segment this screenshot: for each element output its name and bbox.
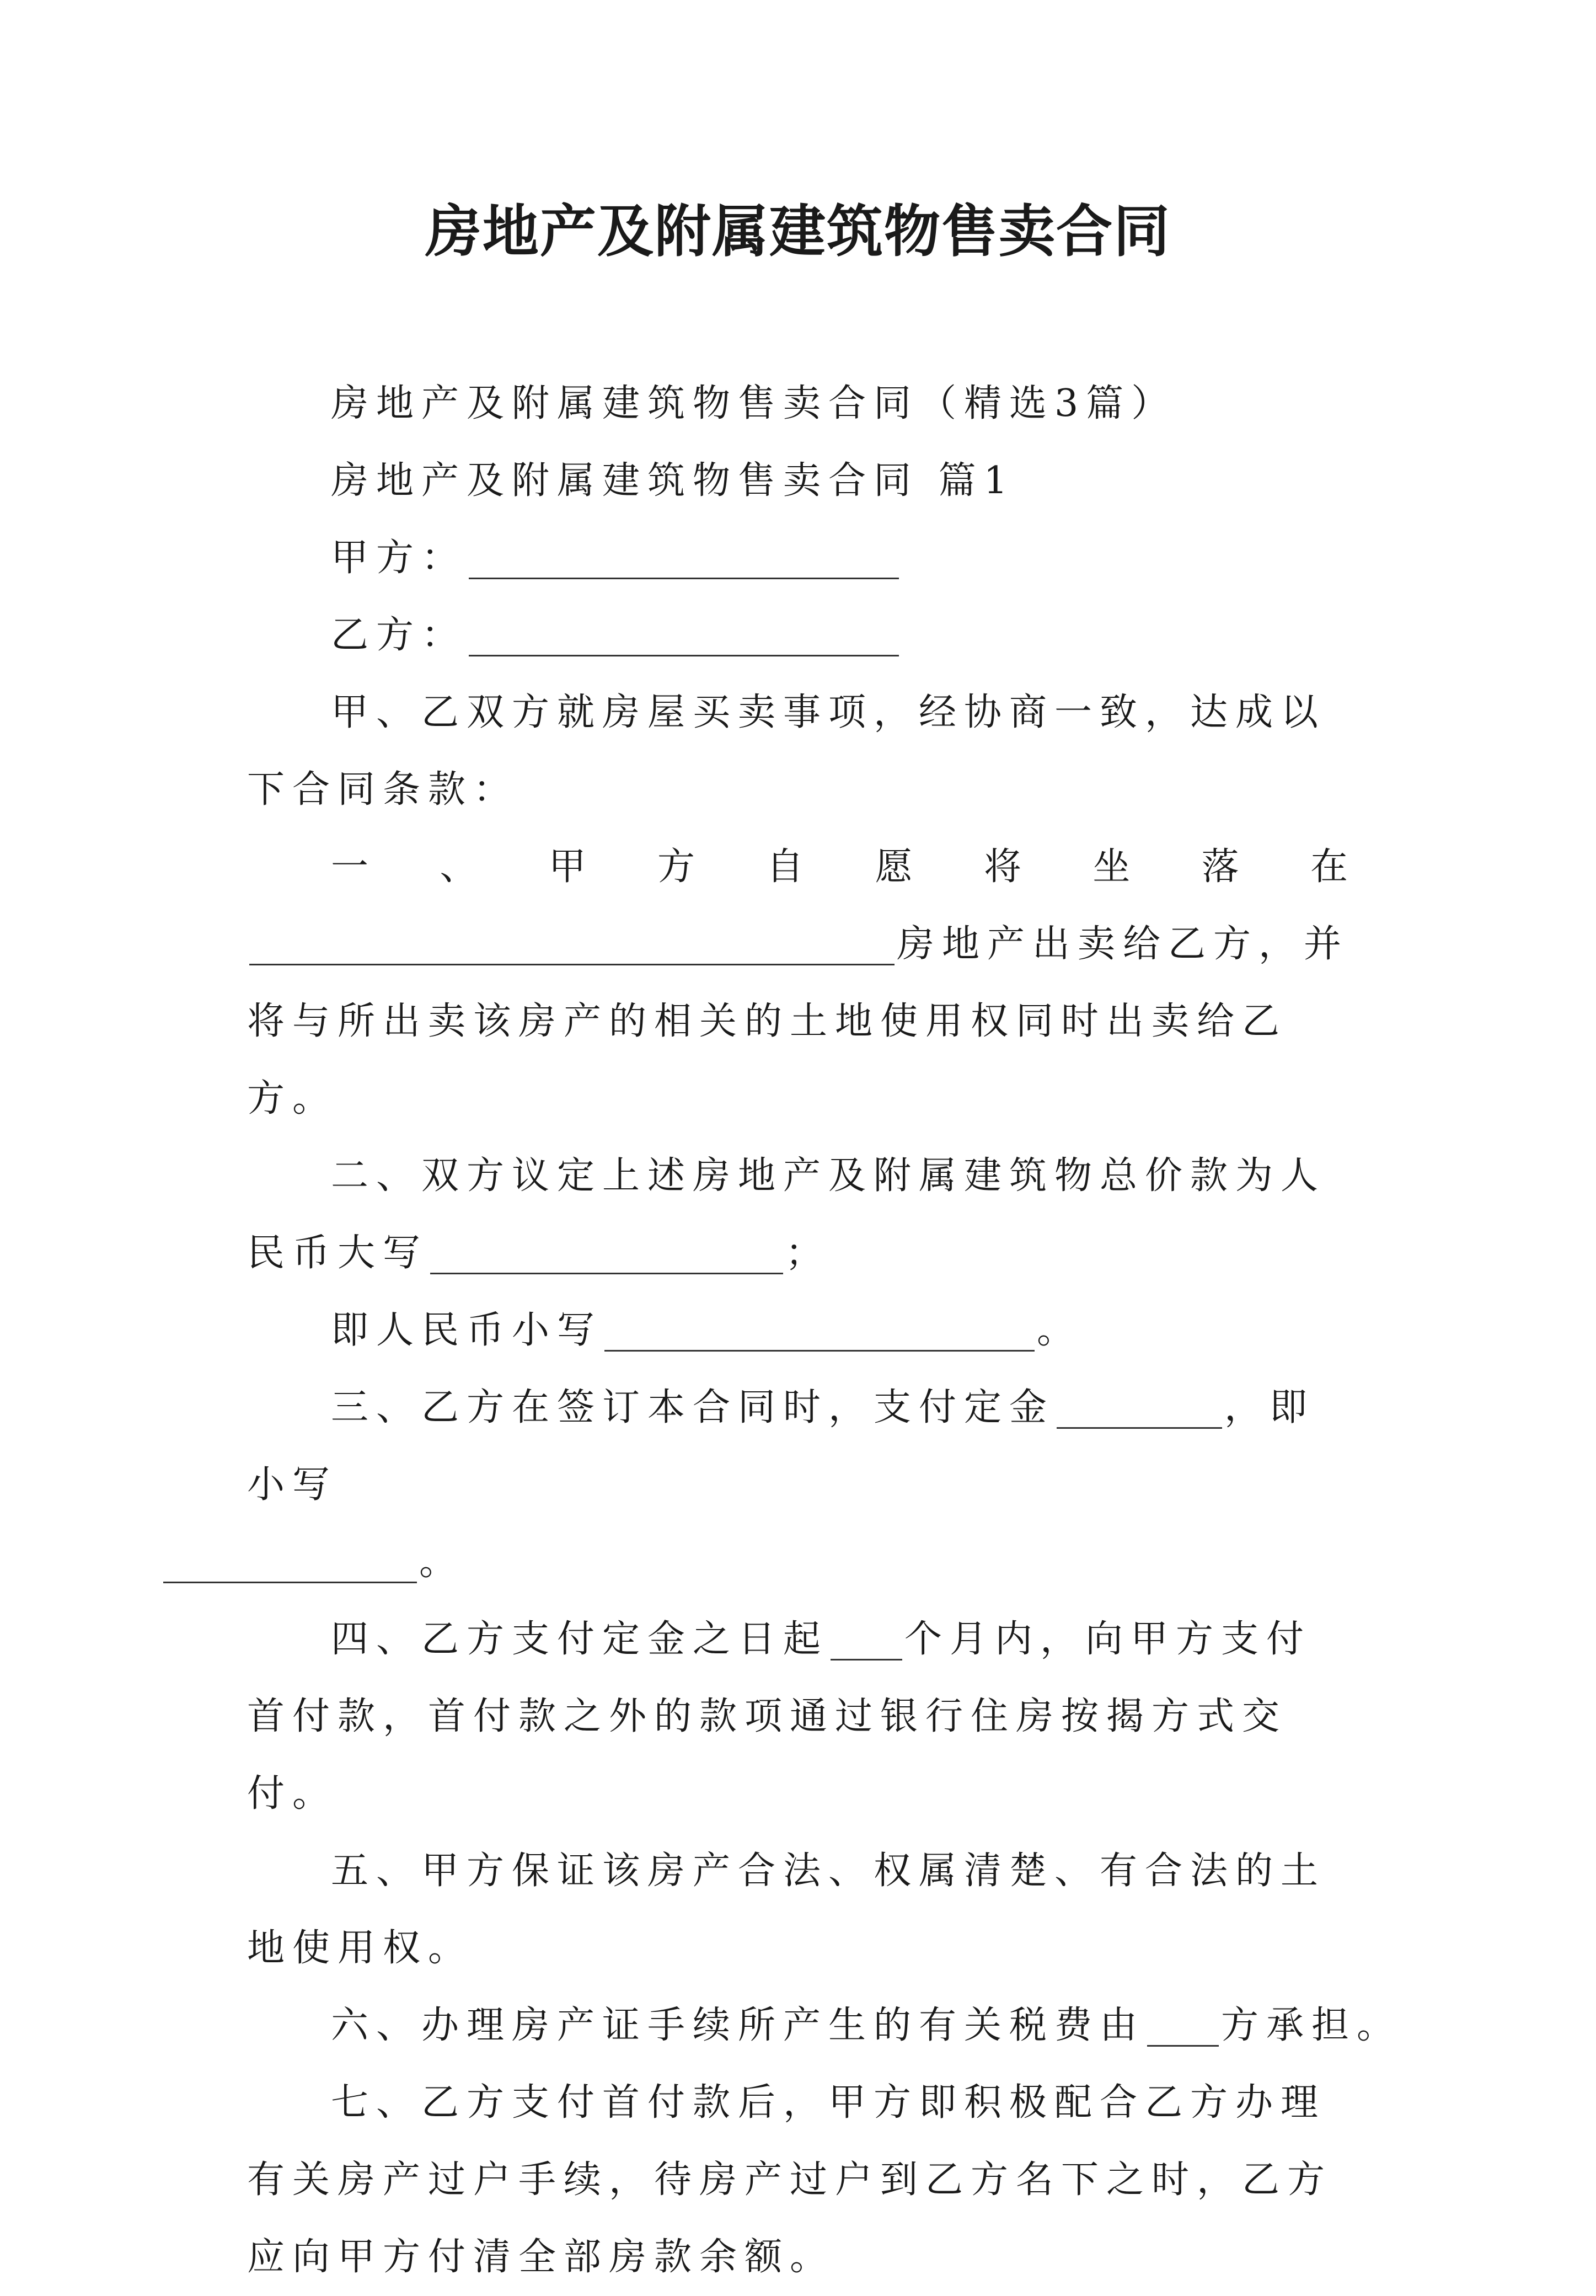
clause-3-end: 。 bbox=[419, 1540, 465, 1584]
party-b-line bbox=[247, 597, 1356, 674]
deposit-field[interactable] bbox=[1057, 1389, 1222, 1429]
clause-1-tail: 房地产出卖给乙方，并将与所出卖该房产的相关的土地使用权同时出卖给乙方。 bbox=[247, 922, 1349, 1120]
document-body bbox=[247, 365, 1402, 2296]
clause-2b-lead: 即人民币小写 bbox=[331, 1309, 603, 1352]
heading-line-2 bbox=[247, 442, 1356, 520]
clause-7 bbox=[247, 2064, 1356, 2296]
months-field[interactable] bbox=[831, 1620, 902, 1660]
heading-line-1-text: 房地产及附属建筑物售卖合同（精选3篇） bbox=[331, 382, 1177, 425]
clause-1-first-line bbox=[247, 829, 1356, 906]
clause-6 bbox=[247, 1987, 1402, 2064]
clause-6-tail: 方承担。 bbox=[1221, 2004, 1402, 2047]
clause-5 bbox=[247, 1833, 1356, 1987]
heading-line-2-text: 房地产及附属建筑物售卖合同 篇1 bbox=[331, 459, 1015, 503]
clause-6-lead: 六、办理房产证手续所产生的有关税费由 bbox=[331, 2004, 1145, 2047]
party-a-label: 甲方： bbox=[331, 536, 467, 580]
heading-line-1 bbox=[247, 365, 1356, 442]
clause-7-text: 七、乙方支付首付款后，甲方即积极配合乙方办理有关房产过户手续，待房产过户到乙方名下之时，乙方应向甲方付清全部房款余额。 bbox=[247, 2081, 1333, 2279]
clause-3 bbox=[247, 1369, 1356, 1601]
clause-2b bbox=[247, 1292, 1356, 1369]
clause-4 bbox=[247, 1601, 1356, 1833]
clause-2 bbox=[247, 1138, 1356, 1292]
document-title: 房地产及附属建筑物售卖合同 bbox=[425, 199, 1171, 265]
clause-4-lead: 四、乙方支付定金之日起 bbox=[331, 1617, 829, 1661]
clause-3-lead: 三、乙方在签订本合同时，支付定金 bbox=[331, 1386, 1055, 1429]
clause-4-tail: 个月内，向甲方支付首付款，首付款之外的款项通过银行住房按揭方式交付。 bbox=[247, 1617, 1312, 1816]
party-b-label: 乙方： bbox=[331, 613, 467, 657]
clause-5-text: 五、甲方保证该房产合法、权属清楚、有合法的土地使用权。 bbox=[247, 1849, 1326, 1970]
clause-1-body bbox=[247, 906, 1356, 1138]
deposit-lowercase-field[interactable] bbox=[163, 1543, 417, 1583]
clause-2-lead: 二、双方议定上述房地产及附属建筑物总价款为人民币大写 bbox=[247, 1154, 1326, 1275]
clause-1-lead: 一、甲方自愿将坐落在 bbox=[331, 845, 1356, 889]
price-lowercase-field[interactable] bbox=[604, 1311, 1035, 1352]
party-a-line bbox=[247, 520, 1356, 597]
property-location-field[interactable] bbox=[249, 925, 895, 965]
intro-paragraph bbox=[247, 674, 1356, 829]
tax-party-field[interactable] bbox=[1147, 2006, 1219, 2047]
clause-3-mid: ，即小写 bbox=[247, 1386, 1315, 1507]
clause-2b-end: 。 bbox=[1037, 1309, 1083, 1352]
intro-text: 甲、乙双方就房屋买卖事项，经协商一致，达成以下合同条款： bbox=[247, 691, 1326, 811]
price-uppercase-field[interactable] bbox=[430, 1234, 783, 1274]
party-a-field[interactable] bbox=[469, 539, 899, 579]
party-b-field[interactable] bbox=[469, 616, 899, 656]
clause-2-end: ； bbox=[785, 1231, 831, 1275]
